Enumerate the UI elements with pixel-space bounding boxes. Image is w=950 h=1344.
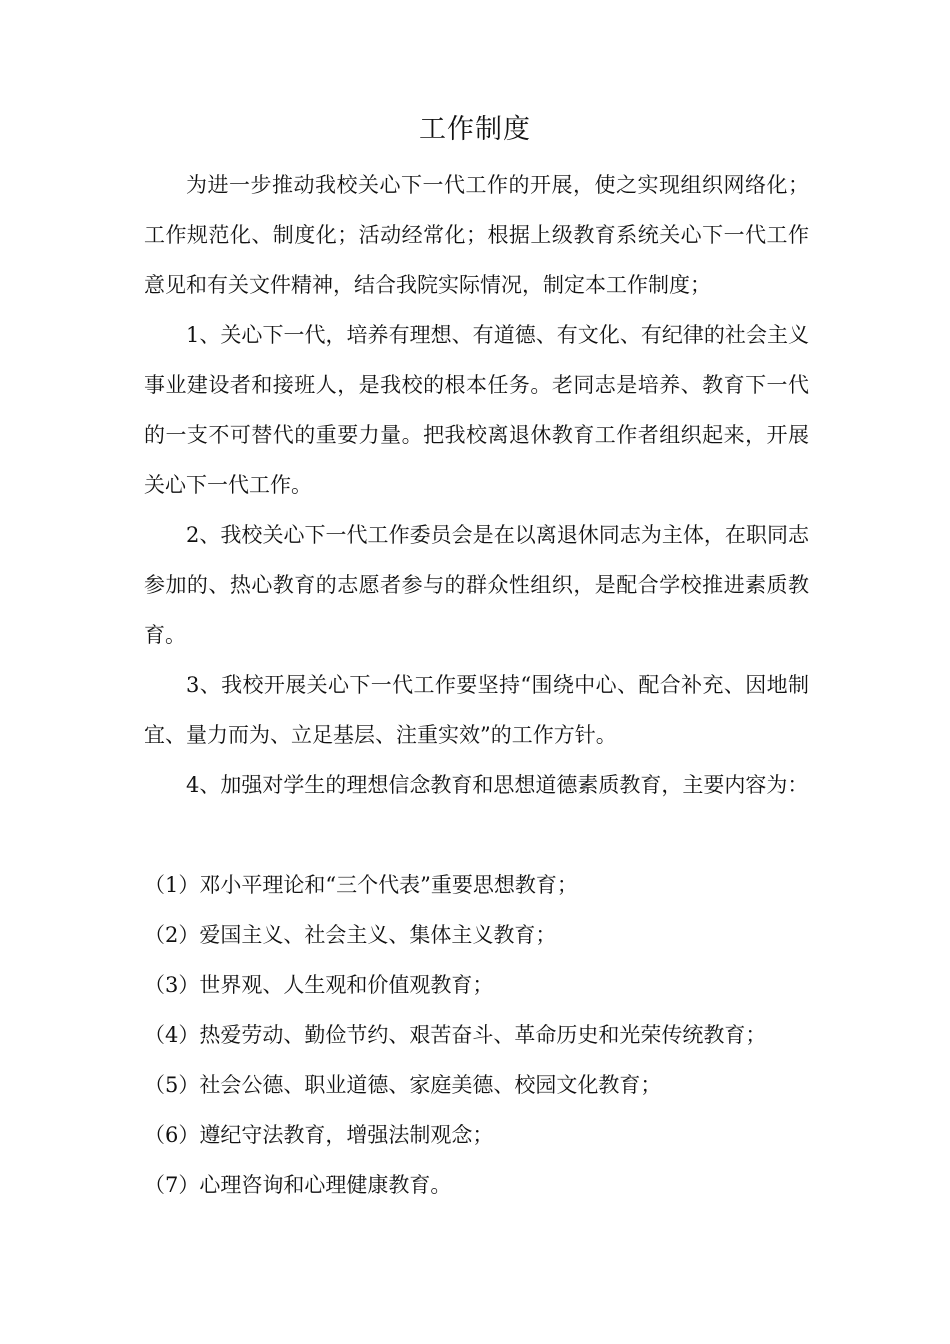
list-item-5: （5）社会公德、职业道德、家庭美德、校园文化教育；: [144, 1073, 662, 1097]
list-item-2: （2）爱国主义、社会主义、集体主义教育；: [144, 923, 557, 947]
document-title: 工作制度: [419, 114, 531, 145]
list-item-7: （7）心理咨询和心理健康教育。: [144, 1173, 452, 1197]
list-item-6: （6）遵纪守法教育，增强法制观念；: [144, 1123, 494, 1147]
intro-paragraph: 为进一步推动我校关心下一代工作的开展，使之实现组织网络化；工作规范化、制度化；活动经常化；根据上级教育系统关心下一代工作意见和有关文件精神，结合我院实际情况，制定本工作制度；: [144, 173, 809, 297]
section-3-paragraph: 3、我校开展关心下一代工作要坚持“围绕中心、配合补充、因地制宜、量力而为、立足基层、注重实效”的工作方针。: [144, 673, 809, 747]
list-item-4: （4）热爱劳动、勤俭节约、艰苦奋斗、革命历史和光荣传统教育；: [144, 1023, 767, 1047]
section-1-paragraph: 1、关心下一代，培养有理想、有道德、有文化、有纪律的社会主义事业建设者和接班人，是我校的根本任务。老同志是培养、教育下一代的一支不可替代的重要力量。把我校离退休教育工作者组织起来，开展关心下一代工作。: [144, 323, 809, 497]
list-item-1: （1）邓小平理论和“三个代表”重要思想教育；: [144, 873, 578, 897]
list-item-3: （3）世界观、人生观和价值观教育；: [144, 973, 494, 997]
section-2-paragraph: 2、我校关心下一代工作委员会是在以离退休同志为主体，在职同志参加的、热心教育的志愿者参与的群众性组织，是配合学校推进素质教育。: [144, 523, 809, 647]
section-4-paragraph: 4、加强对学生的理想信念教育和思想道德素质教育，主要内容为：: [186, 773, 809, 797]
